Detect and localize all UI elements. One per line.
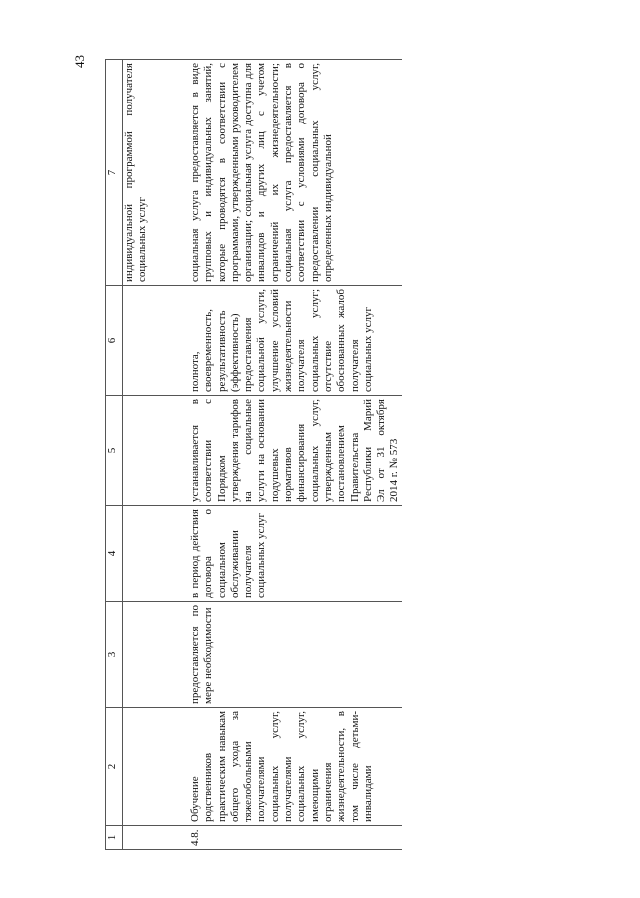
rotated-table-container (105, 60, 615, 850)
quality-indicators: полнота, своевременность, результативность (эффективность) предоставления социальной услуги, улучшение условий жизнедеятельности получателя социальных услуг; отсутствие обоснованных жалоб получателя социальных услуг (189, 286, 402, 396)
services-table (105, 59, 402, 850)
standard-volume: предоставляется по мере необходимости (189, 602, 402, 708)
table-cell (123, 396, 190, 506)
service-name: Обучение родственников практическим навыкам общего ухода за тяжелобольными получателями социальных услуг, получателями социальных услуг, имеющими ограничения жизнедеятельности, в том числе детьми-инвалидами (189, 708, 402, 826)
continuation-text: индивидуальной программой получателя социальных услуг (123, 60, 190, 286)
table-row (189, 60, 402, 850)
continuation-row (123, 60, 190, 850)
service-period: в период действия договора о социальном обслуживании получателя социальных услуг (189, 506, 402, 602)
column-header: 1 (106, 826, 123, 850)
header-row (106, 60, 123, 850)
column-header: 6 (106, 286, 123, 396)
table-cell (123, 286, 190, 396)
row-number: 4.8. (189, 826, 402, 850)
column-header: 5 (106, 396, 123, 506)
column-header: 3 (106, 602, 123, 708)
table-cell (123, 506, 190, 602)
column-header: 2 (106, 708, 123, 826)
page-number: 43 (72, 55, 87, 68)
table-cell (123, 826, 190, 850)
service-conditions: социальная услуга предоставляется в виде групповых и индивидуальных занятий, которые проводятся в соответствии с программами, утвержденными руководителем организации; социальная услуга доступна для инвалидов и других лиц с учетом ограничений их жизнедеятельности; социальная услуга предоставляется в соответствии с условиями договора о предоставлении социальных услуг, определенных индивидуальной (189, 60, 402, 286)
table-cell (123, 708, 190, 826)
column-header: 7 (106, 60, 123, 286)
tariff-info: устанавливается в соответствии с Порядком утверждения тарифов на социальные услуги на основании подушевых нормативов финансирования социальных услуг, утвержденным постановлением Правительства Республики Марий Эл от 31 октября 2014 г. № 573 (189, 396, 402, 506)
column-header: 4 (106, 506, 123, 602)
table-cell (123, 602, 190, 708)
